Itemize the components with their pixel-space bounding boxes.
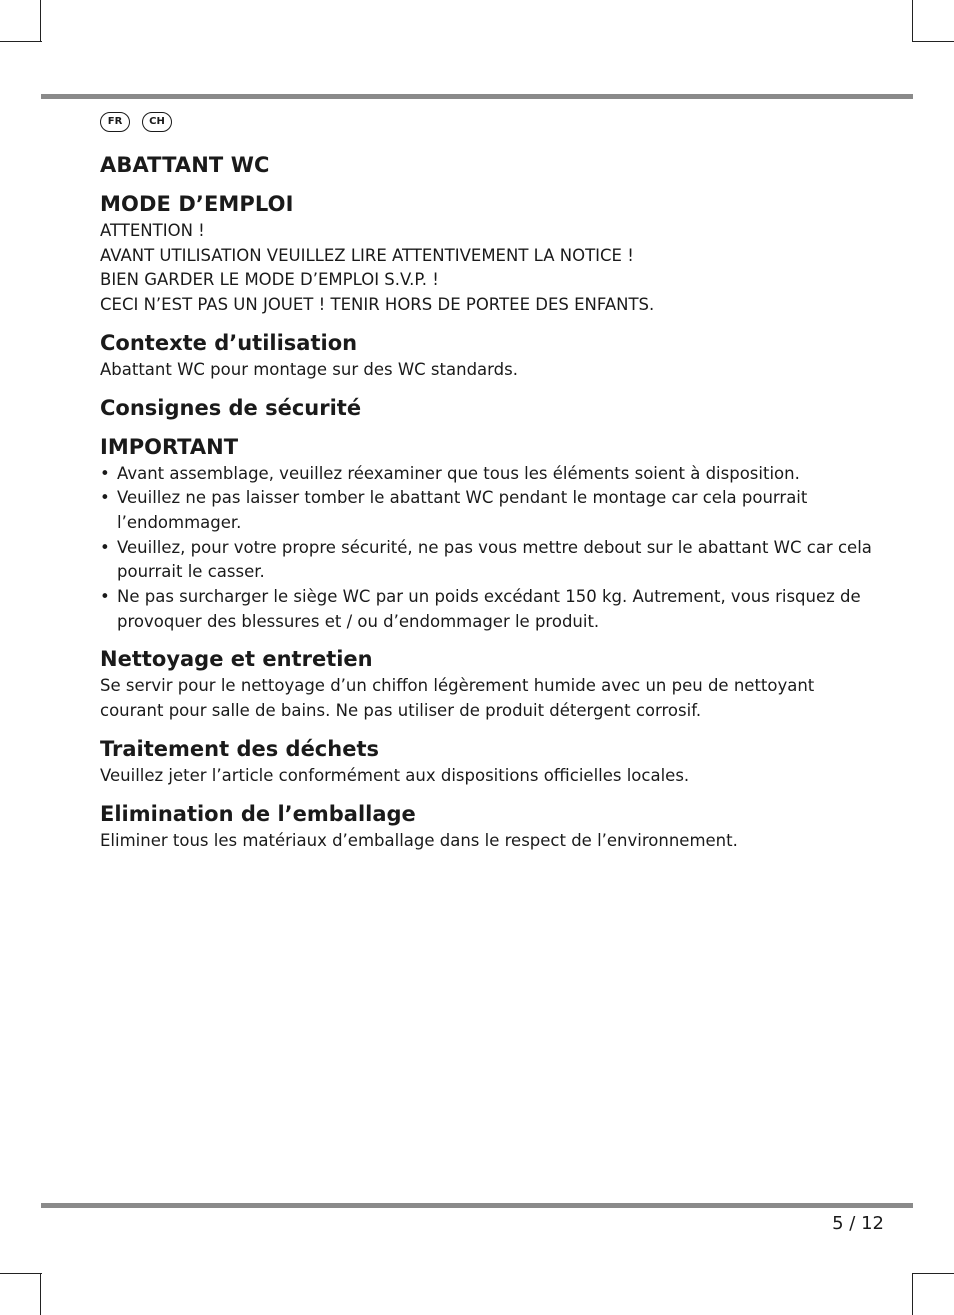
crop-mark-top-right-v <box>912 0 913 42</box>
manual-line: AVANT UTILISATION VEUILLEZ LIRE ATTENTIVEMENT LA NOTICE ! <box>100 245 634 265</box>
language-badges <box>100 112 172 132</box>
language-badge-fr: FR <box>100 112 130 132</box>
waste-text: Veuillez jeter l’article conformément aux dispositions officielles locales. <box>100 765 690 785</box>
packaging-section <box>100 800 880 854</box>
page-content <box>100 150 880 853</box>
manual-line: CECI N’EST PAS UN JOUET ! TENIR HORS DE PORTEE DES ENFANTS. <box>100 295 655 315</box>
list-item: • Ne pas surcharger le siège WC par un poids excédant 150 kg. Autrement, vous risquez de provoquer des blessures et / ou d’endommager le produit. <box>100 587 861 631</box>
list-item: • Veuillez, pour votre propre sécurité, ne pas vous mettre debout sur le abattant WC car cela pourrait le casser. <box>100 537 872 582</box>
safety-section <box>100 394 880 635</box>
crop-mark-bottom-left-v <box>40 1273 41 1315</box>
crop-mark-top-left-v <box>40 0 41 42</box>
page-title: ABATTANT WC <box>100 153 270 177</box>
safety-list <box>100 462 880 635</box>
bullet: • <box>100 587 110 607</box>
crop-mark-top-left-h <box>0 41 42 42</box>
list-item: • Avant assemblage, veuillez réexaminer que tous les éléments soient à disposition. <box>100 462 880 487</box>
bullet: • <box>100 463 110 483</box>
cleaning-heading: Nettoyage et entretien <box>100 647 373 672</box>
manual-section <box>100 189 880 318</box>
crop-mark-bottom-right-h <box>912 1273 954 1274</box>
safety-heading: Consignes de sécurité <box>100 395 362 420</box>
waste-heading: Traitement des déchets <box>100 736 379 761</box>
crop-mark-bottom-right-v <box>912 1273 913 1315</box>
manual-line: BIEN GARDER LE MODE D’EMPLOI S.V.P. ! <box>100 270 439 290</box>
crop-mark-top-right-h <box>912 41 954 42</box>
bullet: • <box>100 488 110 508</box>
bullet: • <box>100 537 110 557</box>
packaging-heading: Elimination de l’emballage <box>100 801 416 826</box>
context-heading: Contexte d’utilisation <box>100 330 358 355</box>
context-section <box>100 329 880 383</box>
language-badge-ch: CH <box>142 112 172 132</box>
cleaning-section <box>100 645 880 723</box>
context-text: Abattant WC pour montage sur des WC standards. <box>100 359 518 379</box>
packaging-text: Eliminer tous les matériaux d’emballage dans le respect de l’environnement. <box>100 830 738 850</box>
important-heading: IMPORTANT <box>100 434 239 459</box>
footer-rule <box>41 1203 913 1208</box>
page-number: 5 / 12 <box>832 1213 884 1234</box>
manual-line: ATTENTION ! <box>100 221 205 240</box>
header-rule <box>41 94 913 99</box>
manual-heading: MODE D’EMPLOI <box>100 192 294 216</box>
cleaning-text: Se servir pour le nettoyage d’un chiffon légèrement humide avec un peu de nettoyant courant pour salle de bains. Ne pas utiliser de produit détergent corrosif. <box>100 676 815 721</box>
crop-mark-bottom-left-h <box>0 1273 42 1274</box>
waste-section <box>100 735 880 789</box>
list-item: • Veuillez ne pas laisser tomber le abattant WC pendant le montage car cela pourrait l’endommager. <box>100 488 808 532</box>
